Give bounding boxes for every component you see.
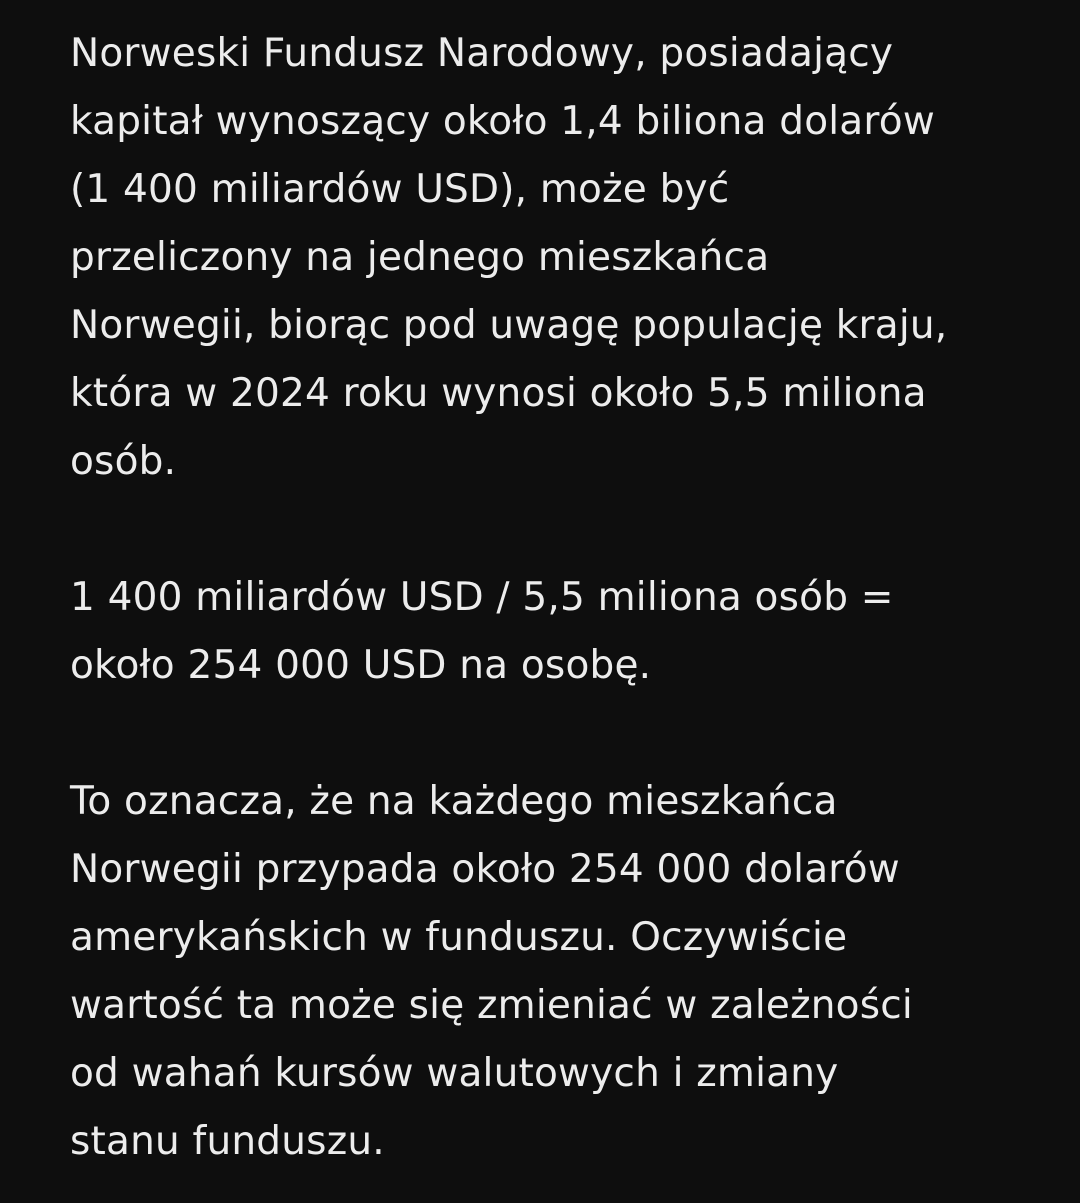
text-line: od wahań kursów walutowych i zmiany	[70, 1051, 839, 1096]
chat-message-text	[70, 20, 1030, 1176]
paragraph-fund-description	[70, 20, 1030, 496]
text-line: stanu funduszu.	[70, 1119, 385, 1164]
text-line: Norweski Fundusz Narodowy, posiadający	[70, 31, 894, 76]
paragraph-spacer	[70, 496, 1030, 564]
text-line: przeliczony na jednego mieszkańca	[70, 235, 770, 280]
paragraph-calculation	[70, 564, 1030, 700]
text-line: Norwegii, biorąc pod uwagę populację kraju,	[70, 303, 948, 348]
text-line: około 254 000 USD na osobę.	[70, 643, 652, 688]
text-line: To oznacza, że na każdego mieszkańca	[70, 779, 838, 824]
paragraph-conclusion	[70, 768, 1030, 1176]
text-line: Norwegii przypada około 254 000 dolarów	[70, 847, 900, 892]
text-line: 1 400 miliardów USD / 5,5 miliona osób =	[70, 575, 894, 620]
text-line: która w 2024 roku wynosi około 5,5 miliona	[70, 371, 927, 416]
paragraph-spacer	[70, 700, 1030, 768]
text-line: osób.	[70, 439, 177, 484]
text-line: amerykańskich w funduszu. Oczywiście	[70, 915, 848, 960]
text-line: (1 400 miliardów USD), może być	[70, 167, 730, 212]
text-line: wartość ta może się zmieniać w zależności	[70, 983, 913, 1028]
text-line: kapitał wynoszący około 1,4 biliona dolarów	[70, 99, 935, 144]
